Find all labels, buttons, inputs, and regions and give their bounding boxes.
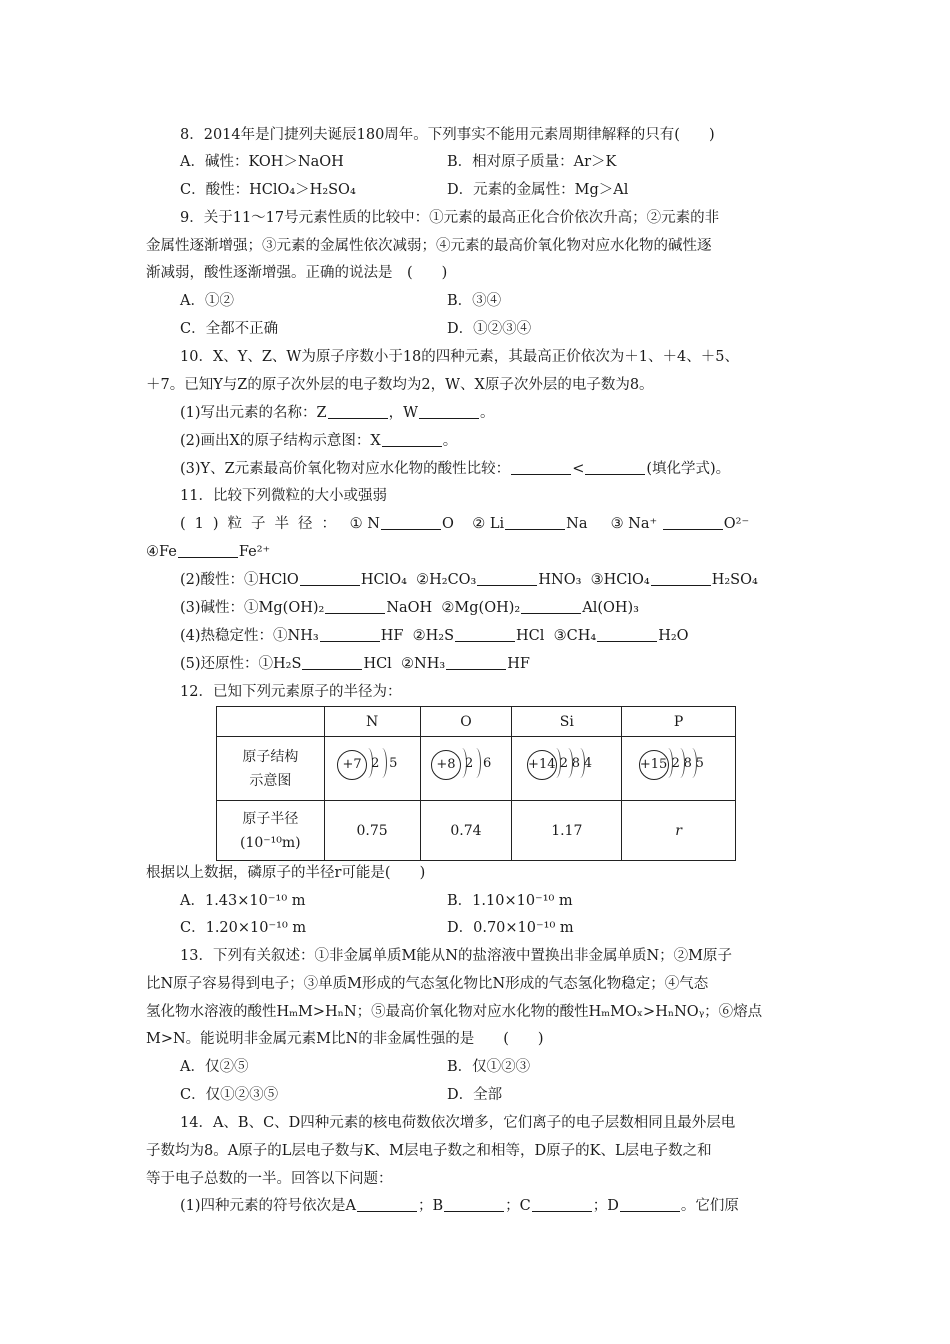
electron-count: 2 bbox=[464, 755, 474, 771]
q12-option-a: A．1.43×10⁻¹⁰ m bbox=[180, 893, 306, 909]
q11-item: ④Fe bbox=[146, 544, 177, 560]
row-label-line: 原子结构 bbox=[242, 748, 299, 765]
q10-part1-a: (1)写出元素的名称：Z bbox=[180, 405, 327, 421]
blank bbox=[357, 1197, 417, 1212]
q13-line1: 13．下列有关叙述：①非金属单质M能从N的盐溶液中置换出非金属单质N；②M原子 bbox=[180, 948, 733, 964]
q11-item: ③CH₄ bbox=[553, 628, 597, 644]
row-label-line: 原子半径 bbox=[242, 810, 299, 827]
q11-part1-line2 bbox=[146, 542, 270, 562]
blank bbox=[446, 655, 506, 670]
header-p: P bbox=[622, 707, 736, 737]
q10-part3-b: < bbox=[572, 461, 585, 477]
atom-radius-table bbox=[216, 706, 736, 861]
electron-count: 4 bbox=[583, 755, 593, 771]
q11-item: Na⁺ bbox=[628, 516, 658, 532]
q11-marker: ② bbox=[472, 516, 486, 532]
q11-item: O²⁻ bbox=[723, 516, 750, 532]
electron-count: 5 bbox=[695, 755, 704, 771]
q11-part4 bbox=[180, 626, 689, 646]
header-n: N bbox=[324, 707, 420, 737]
q11-part1-label: (1)粒子半径： bbox=[180, 516, 346, 532]
blank bbox=[597, 627, 657, 642]
q14-text: 。它们原 bbox=[680, 1198, 739, 1214]
electron-count: 5 bbox=[389, 755, 398, 771]
blank bbox=[178, 543, 238, 558]
q8-option-a: A．碱性：KOH＞NaOH bbox=[180, 154, 344, 170]
atom-diagram-p bbox=[622, 737, 736, 801]
blank bbox=[325, 599, 385, 614]
q8-option-b: B．相对原子质量：Ar＞K bbox=[447, 154, 617, 170]
blank bbox=[320, 627, 380, 642]
q11-item: HCl bbox=[516, 628, 545, 644]
q9-line2: 金属性逐渐增强；③元素的金属性依次减弱；④元素的最高价氧化物对应水化物的碱性逐 bbox=[146, 238, 712, 254]
atom-diagram-o bbox=[420, 737, 512, 801]
q10-part2 bbox=[180, 431, 457, 451]
nucleus-circle: +14 bbox=[527, 750, 557, 780]
q12-option-d: D．0.70×10⁻¹⁰ m bbox=[447, 920, 574, 936]
electron-shell-arc bbox=[471, 748, 481, 778]
q11-item: NaOH bbox=[386, 600, 433, 616]
q13-option-a: A．仅②⑤ bbox=[180, 1059, 249, 1075]
q13-option-b: B．仅①②③ bbox=[447, 1059, 531, 1075]
electron-count: 6 bbox=[482, 755, 492, 771]
q11-item: ③HClO₄ bbox=[590, 572, 650, 588]
q13-line3: 氢化物水溶液的酸性HₘM>HₙN；⑤最高价氧化物对应水化物的酸性HₘMOₓ>HₙNOᵧ；⑥熔点 bbox=[146, 1004, 763, 1020]
q8-option-d: D．元素的金属性：Mg＞Al bbox=[447, 182, 629, 198]
q11-item: (4)热稳定性：①NH₃ bbox=[180, 628, 319, 644]
blank bbox=[444, 1197, 504, 1212]
radius-p: r bbox=[622, 801, 736, 861]
q11-item: H₂SO₄ bbox=[711, 572, 758, 588]
q11-part5 bbox=[180, 654, 530, 674]
nucleus-circle: +8 bbox=[431, 750, 461, 780]
atom-diagram-n bbox=[324, 737, 420, 801]
q11-item: ②NH₃ bbox=[401, 656, 446, 672]
q11-item: O bbox=[441, 516, 454, 532]
blank bbox=[663, 515, 723, 530]
q10-part1-c: 。 bbox=[480, 405, 495, 421]
q11-item: Fe²⁺ bbox=[238, 544, 271, 560]
q11-part1 bbox=[180, 514, 749, 534]
radius-o: 0.74 bbox=[420, 801, 512, 861]
q10-part3 bbox=[180, 459, 730, 479]
q13-line4: M>N。能说明非金属元素M比N的非金属性强的是 ( ) bbox=[146, 1031, 544, 1047]
q10-part2-a: (2)画出X的原子结构示意图：X bbox=[180, 433, 381, 449]
q9-option-c: C．全都不正确 bbox=[180, 321, 279, 337]
radius-n: 0.75 bbox=[324, 801, 420, 861]
q11-item: HF bbox=[507, 656, 530, 672]
q10-line1: 10．X、Y、Z、W为原子序数小于18的四种元素，其最高正价依次为＋1、＋4、＋5、 bbox=[180, 349, 739, 365]
q11-item: HF bbox=[380, 628, 404, 644]
row-label-radius bbox=[217, 801, 325, 861]
q11-part2 bbox=[180, 570, 758, 590]
header-si: Si bbox=[512, 707, 622, 737]
electron-count: 8 bbox=[571, 755, 581, 771]
blank bbox=[328, 404, 388, 419]
blank bbox=[585, 460, 645, 475]
nucleus-circle: +15 bbox=[639, 750, 669, 780]
q14-text: ；D bbox=[592, 1198, 619, 1214]
q11-item: ②Mg(OH)₂ bbox=[441, 600, 521, 616]
electron-count: 2 bbox=[559, 755, 569, 771]
blank bbox=[521, 599, 581, 614]
table-row-radius bbox=[217, 801, 736, 861]
blank bbox=[302, 655, 362, 670]
row-label-line: 示意图 bbox=[249, 772, 292, 789]
q13-option-c: C．仅①②③⑤ bbox=[180, 1087, 279, 1103]
q14-text: ；B bbox=[418, 1198, 444, 1214]
q9-option-b: B．③④ bbox=[447, 293, 502, 309]
q10-line2: ＋7。已知Y与Z的原子次外层的电子数均为2，W、X原子次外层的电子数为8。 bbox=[146, 377, 654, 393]
q11-item: Al(OH)₃ bbox=[582, 600, 639, 616]
q12-option-b: B．1.10×10⁻¹⁰ m bbox=[447, 893, 573, 909]
q11-item: ②H₂CO₃ bbox=[416, 572, 477, 588]
q12-option-c: C．1.20×10⁻¹⁰ m bbox=[180, 920, 307, 936]
blank bbox=[532, 1197, 592, 1212]
q11-marker: ① bbox=[349, 516, 363, 532]
nucleus-circle: +7 bbox=[337, 750, 367, 780]
q14-line1: 14．A、B、C、D四种元素的核电荷数依次增多，它们离子的电子层数相同且最外层电 bbox=[180, 1115, 736, 1131]
q11-item: ②H₂S bbox=[412, 628, 455, 644]
q9-option-d: D．①②③④ bbox=[447, 321, 532, 337]
q10-part1-b: ，W bbox=[388, 405, 419, 421]
q9-option-a: A．①② bbox=[180, 293, 234, 309]
q13-line2: 比N原子容易得到电子；③单质M形成的气态氢化物比N形成的气态氢化物稳定；④气态 bbox=[146, 976, 709, 992]
q11-item: HNO₃ bbox=[538, 572, 582, 588]
electron-shell-arc bbox=[377, 748, 387, 778]
q11-item: HClO₄ bbox=[360, 572, 407, 588]
atom-diagram-si bbox=[512, 737, 622, 801]
blank bbox=[505, 515, 565, 530]
electron-count: 8 bbox=[683, 755, 692, 771]
q11-item: Na bbox=[566, 516, 588, 532]
q14-part1 bbox=[180, 1196, 739, 1216]
q9-line3: 渐减弱，酸性逐渐增强。正确的说法是 ( ) bbox=[146, 265, 448, 281]
blank bbox=[382, 432, 442, 447]
q14-text: ；C bbox=[505, 1198, 531, 1214]
q14-line3: 等于电子总数的一半。回答以下问题： bbox=[146, 1171, 393, 1187]
blank bbox=[381, 515, 441, 530]
q10-part3-c: (填化学式)。 bbox=[646, 461, 731, 477]
blank bbox=[620, 1197, 680, 1212]
table-row-structure bbox=[217, 737, 736, 801]
electron-count: 2 bbox=[371, 755, 380, 771]
q8-stem: 8．2014年是门捷列夫诞辰180周年。下列事实不能用元素周期律解释的只有( ) bbox=[180, 127, 715, 143]
q11-item: (3)碱性：①Mg(OH)₂ bbox=[180, 600, 325, 616]
q11-item: N bbox=[367, 516, 380, 532]
q11-marker: ③ bbox=[610, 516, 624, 532]
table-corner-cell bbox=[217, 707, 325, 737]
blank bbox=[477, 571, 537, 586]
q14-line2: 子数均为8。A原子的L层电子数与K、M层电子数之和相等，D原子的K、L层电子数之和 bbox=[146, 1143, 712, 1159]
q10-part2-b: 。 bbox=[442, 433, 458, 449]
row-label-structure bbox=[217, 737, 325, 801]
radius-si: 1.17 bbox=[512, 801, 622, 861]
q11-item: Li bbox=[489, 516, 505, 532]
electron-count: 2 bbox=[671, 755, 680, 771]
q10-part3-a: (3)Y、Z元素最高价氧化物对应水化物的酸性比较： bbox=[180, 461, 511, 477]
q11-item: H₂O bbox=[658, 628, 689, 644]
blank bbox=[300, 571, 360, 586]
q11-part3 bbox=[180, 598, 639, 618]
q11-item: (5)还原性：①H₂S bbox=[180, 656, 302, 672]
row-label-line: (10⁻¹⁰m) bbox=[240, 834, 301, 851]
q11-item: HCl bbox=[363, 656, 392, 672]
q9-line1: 9．关于11～17号元素性质的比较中：①元素的最高正化合价依次升高；②元素的非 bbox=[180, 210, 720, 226]
q11-stem: 11．比较下列微粒的大小或强弱 bbox=[180, 488, 387, 504]
blank bbox=[511, 460, 571, 475]
q8-option-c: C．酸性：HClO₄＞H₂SO₄ bbox=[180, 182, 356, 198]
blank bbox=[419, 404, 479, 419]
q11-item: (2)酸性：①HClO bbox=[180, 572, 299, 588]
q10-part1 bbox=[180, 403, 495, 423]
blank bbox=[651, 571, 711, 586]
q14-text: (1)四种元素的符号依次是A bbox=[180, 1198, 357, 1214]
q12-after: 根据以上数据，磷原子的半径r可能是( ) bbox=[146, 865, 426, 881]
header-o: O bbox=[420, 707, 512, 737]
blank bbox=[455, 627, 515, 642]
q13-option-d: D．全部 bbox=[447, 1087, 503, 1103]
table-header-row bbox=[217, 707, 736, 737]
q12-stem: 12．已知下列元素原子的半径为： bbox=[180, 684, 402, 700]
